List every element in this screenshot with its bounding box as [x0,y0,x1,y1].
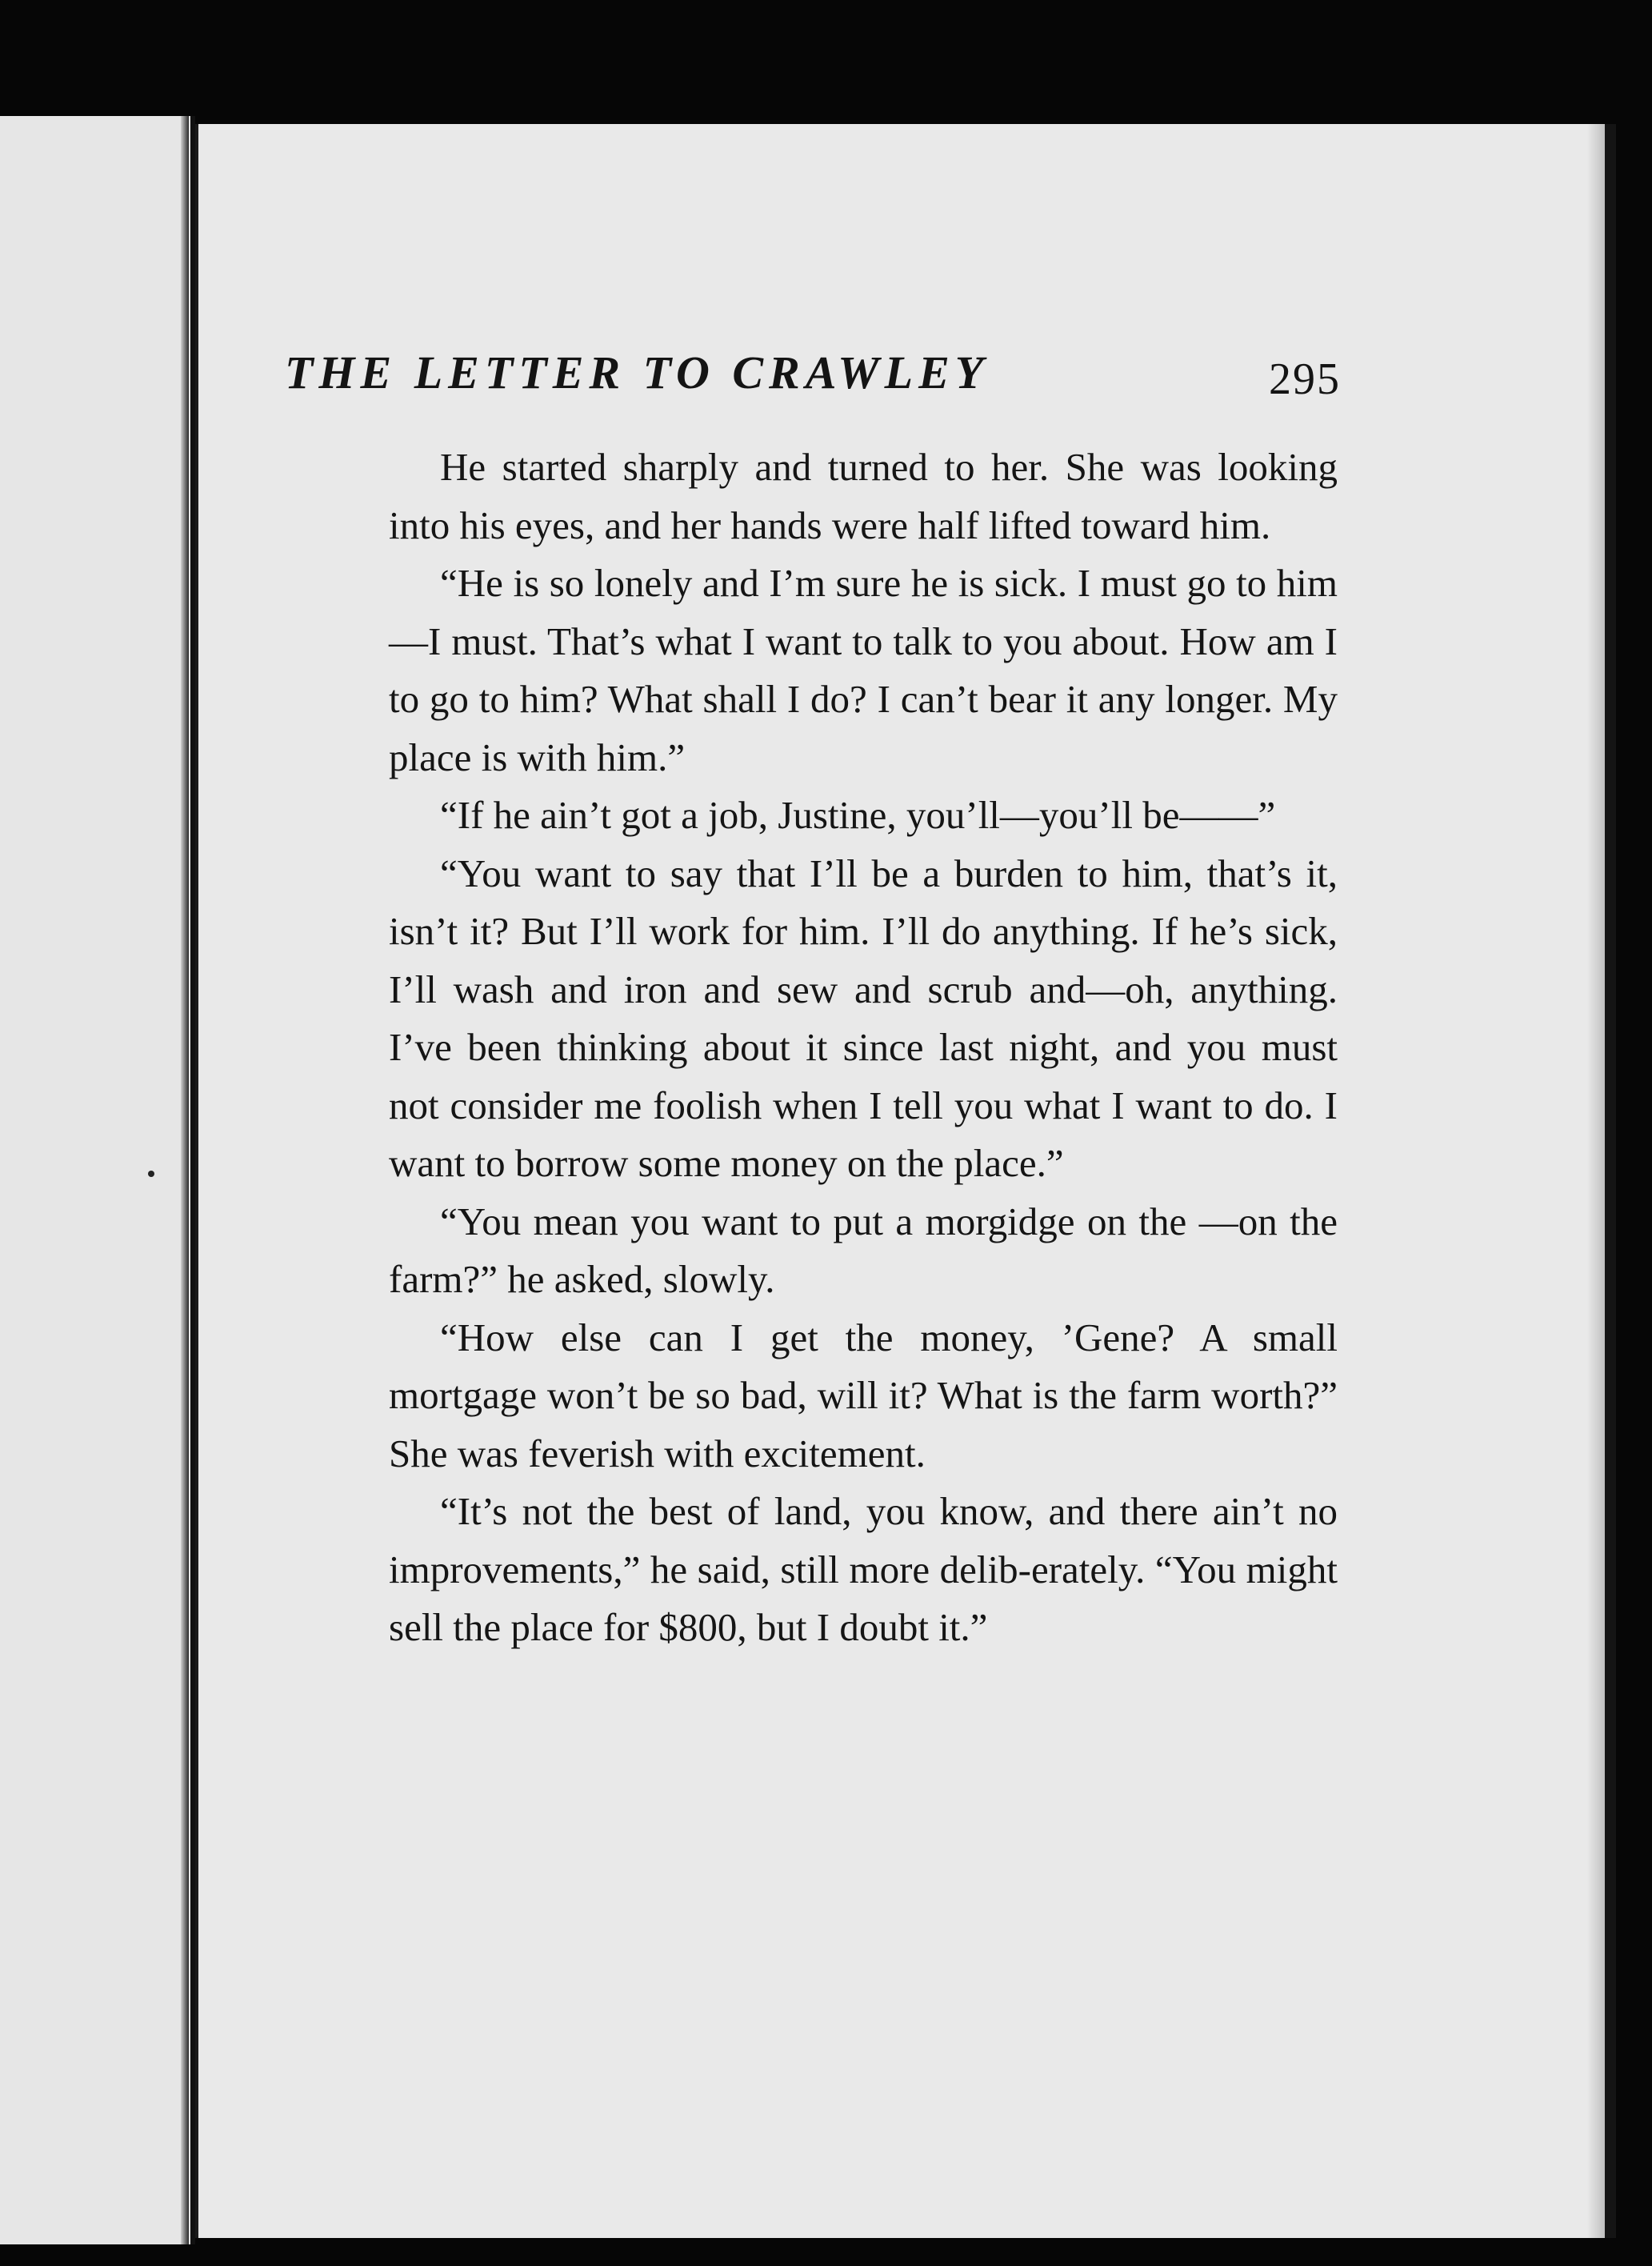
ink-speck [148,1171,154,1177]
paragraph: “You mean you want to put a morgidge on the —on the farm?” he asked, slowly. [389,1199,1338,1301]
paragraph: “How else can I get the money, ’Gene? A small mortgage won’t be so bad, will it? What is the farm worth?” She was feverish with excitement. [389,1315,1338,1475]
page-number: 295 [1269,354,1341,404]
body-text [389,438,1338,1657]
paragraph: He started sharply and turned to her. She was looking into his eyes, and her hands were half lifted toward him. [389,445,1338,547]
paragraph: “You want to say that I’ll be a burden to him, that’s it, isn’t it? But I’ll work for him. I’ll do anything. If he’s sick, I’ll wash and iron and sew and scrub and—oh, anything. I’ve been thinking about it since last night, and you must not consider me foolish when I tell you what I want to do. I want to borrow some money on the place.” [389,851,1338,1185]
paragraph: “It’s not the best of land, you know, and there ain’t no improvements,” he said, still more delib-erately. “You might sell the place for $800, but I doubt it.” [389,1489,1338,1649]
page-edge-shadow [1587,124,1605,2238]
gutter-shadow [181,116,189,2244]
running-head [285,346,1341,410]
running-head-title: THE LETTER TO CRAWLEY [285,346,990,398]
facing-page-edge [0,116,195,2244]
paragraph: “He is so lonely and I’m sure he is sick. I must go to him—I must. That’s what I want to talk to you about. How am I to go to him? What shall I do? I can’t bear it any longer. My place is with him.” [389,561,1338,779]
paragraph: “If he ain’t got a job, Justine, you’ll—you’ll be——” [440,793,1276,837]
